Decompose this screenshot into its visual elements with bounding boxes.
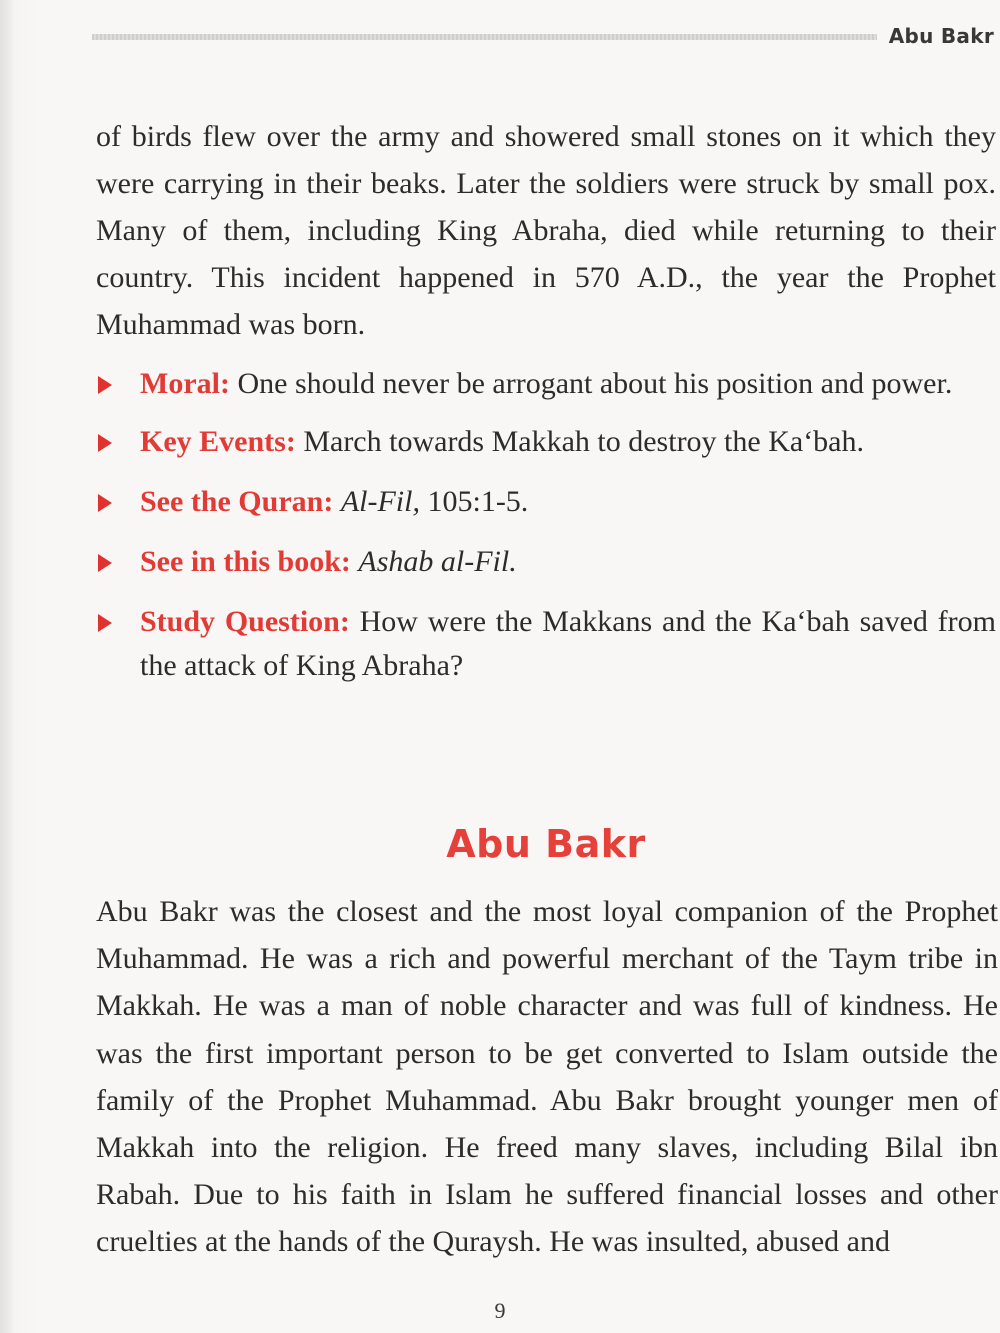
bullet-reference-trail: 105:1-5. — [419, 485, 529, 518]
bullet-label: See in this book: — [140, 545, 351, 578]
red-triangle-bullet-icon — [98, 376, 112, 394]
red-triangle-bullet-icon — [98, 494, 112, 512]
bullet-label: See the Quran: — [140, 485, 334, 518]
bullet-text: How were the Makkans and the Ka‘bah saved from the attack of King Abraha? — [140, 605, 996, 682]
bullet-text: March towards Makkah to destroy the Ka‘bah. — [295, 425, 864, 458]
bullet-moral — [96, 362, 996, 406]
red-triangle-bullet-icon — [98, 614, 112, 632]
bullet-text: One should never be arrogant about his position and power. — [229, 367, 953, 400]
bullet-see-quran — [96, 480, 996, 524]
red-triangle-bullet-icon — [98, 434, 112, 452]
section-paragraph: Abu Bakr was the closest and the most loyal companion of the Prophet Muhammad. He was a rich and powerful merchant of the Taym tribe in Makkah. He was a man of noble character and was full of kindness. He was the first important person to be get converted to Islam outside the family of the Prophet Muhammad. Abu Bakr brought younger men of Makkah into the religion. He freed many slaves, including Bilal ibn Rabah. Due to his faith in Islam he suffered financial losses and other cruelties at the hands of the Quraysh. He was insulted, abused and — [96, 895, 998, 1259]
intro-paragraph: of birds flew over the army and showered small stones on it which they were carrying in their beaks. Later the soldiers were struck by small pox. Many of them, including King Abraha, died while returning to their country. This incident happened in 570 A.D., the year the Prophet Muhammad was born. — [96, 120, 996, 341]
bullet-see-in-book — [96, 540, 996, 584]
running-header-title: Abu Bakr — [888, 24, 994, 48]
bullet-study-question — [96, 600, 996, 688]
bullet-label: Key Events: — [140, 425, 296, 458]
bullet-text — [333, 485, 341, 518]
bullet-key-events — [96, 420, 996, 464]
page-number: 9 — [494, 1298, 506, 1323]
story-notes-list — [96, 362, 996, 688]
page-binding-shadow — [0, 0, 14, 1333]
bullet-label: Study Question: — [140, 605, 350, 638]
bullet-reference-italic: Ashab al-Fil. — [358, 545, 517, 578]
section-title: Abu Bakr — [446, 822, 646, 866]
running-header — [92, 24, 1000, 52]
header-rule — [92, 34, 877, 40]
red-triangle-bullet-icon — [98, 554, 112, 572]
bullet-label: Moral: — [140, 367, 230, 400]
bullet-reference-italic: Al-Fil, — [340, 485, 420, 518]
